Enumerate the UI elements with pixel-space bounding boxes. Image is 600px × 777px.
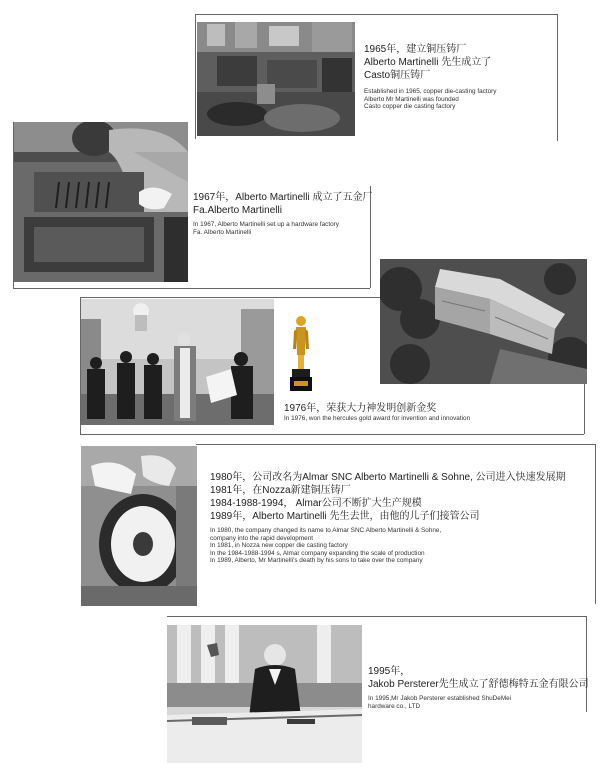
award-ceremony-photo xyxy=(81,299,274,425)
worker-casting-photo xyxy=(14,122,188,282)
section-1980-cn-line: 1981年，在Nozza新建铜压铸厂 xyxy=(210,485,351,496)
section-1980-cn-line: 1980年，公司改名为Almar SNC Alberto Martinelli & Sohne, 公司进入快速发展期 xyxy=(210,472,566,483)
factory-floor-photo xyxy=(197,22,355,136)
frame-line xyxy=(584,384,585,434)
section-1967-cn-line: Fa.Alberto Martinelli xyxy=(193,205,282,216)
section-1965-cn-line: Alberto Martinelli 先生成立了 xyxy=(364,57,492,68)
section-1980-text xyxy=(210,471,566,565)
section-1965-text xyxy=(364,43,497,111)
frame-line xyxy=(557,14,558,141)
section-1967-cn-line: 1967年，Alberto Martinelli 成立了五金厂 xyxy=(193,192,373,203)
section-1980-cn-line: 1984-1988-1994， Almar公司不断扩大生产规模 xyxy=(210,498,422,509)
frame-line xyxy=(167,616,586,617)
section-1967-text xyxy=(193,191,373,236)
frame-line xyxy=(80,434,584,435)
section-1965-en-line: Casto copper die casting factory xyxy=(364,103,456,111)
section-1965-en-line: Established in 1965, copper die-casting factory xyxy=(364,88,497,95)
section-1995-cn-line: Jakob Persterer先生成立了舒德梅特五金有限公司 xyxy=(368,679,589,690)
frame-line xyxy=(595,444,596,604)
section-1980-en-line: In the 1984-1988-1994 s, Almar company expanding the scale of production xyxy=(210,549,425,557)
section-1995-en-line: hardware co., LTD xyxy=(368,702,421,710)
frame-line xyxy=(195,14,557,15)
section-1976-text xyxy=(284,402,470,423)
frame-line xyxy=(80,297,380,298)
section-1965-en-line: Alberto Mr Martinelli was founded xyxy=(364,95,459,103)
section-1967-en-line: In 1967, Alberto Martinelli set up a hardware factory xyxy=(193,221,339,228)
section-1995-text xyxy=(368,665,589,710)
factory-building-aerial-photo xyxy=(380,259,587,384)
gloved-hands-wheel-photo xyxy=(81,446,197,606)
frame-line xyxy=(196,444,595,445)
section-1995-cn-line: 1995年， xyxy=(368,666,411,677)
section-1965-cn-line: Casto铜压铸厂 xyxy=(364,70,431,81)
section-1980-en-line: In 1980, the company changed its name to Almar SNC Alberto Martinelli & Sohne, xyxy=(210,527,442,534)
gold-trophy-image xyxy=(288,315,314,393)
office-portrait-photo xyxy=(167,625,362,763)
section-1976-cn-line: 1976年，荣获大力神发明创新金奖 xyxy=(284,403,437,414)
section-1995-en-line: In 1995,Mr Jakob Persterer established ShuDeMei xyxy=(368,695,512,702)
frame-line xyxy=(13,288,370,289)
section-1980-cn-line: 1989年，Alberto Martinelli 先生去世，由他的儿子们接管公司 xyxy=(210,511,480,522)
section-1976-en-line: In 1976, won the hercules gold award for invention and innovation xyxy=(284,415,471,422)
section-1967-en-line: Fa. Alberto Martinelli xyxy=(193,228,252,236)
section-1980-en-line: In 1981, in Nozza new copper die casting factory xyxy=(210,542,348,550)
section-1965-cn-line: 1965年，建立铜压铸厂 xyxy=(364,44,467,55)
frame-line xyxy=(195,14,196,139)
section-1980-en-line: In 1989, Alberto, Mr Martinelli's death by his sons to take over the company xyxy=(210,557,423,565)
section-1980-en-line: company into the rapid development xyxy=(210,534,314,542)
